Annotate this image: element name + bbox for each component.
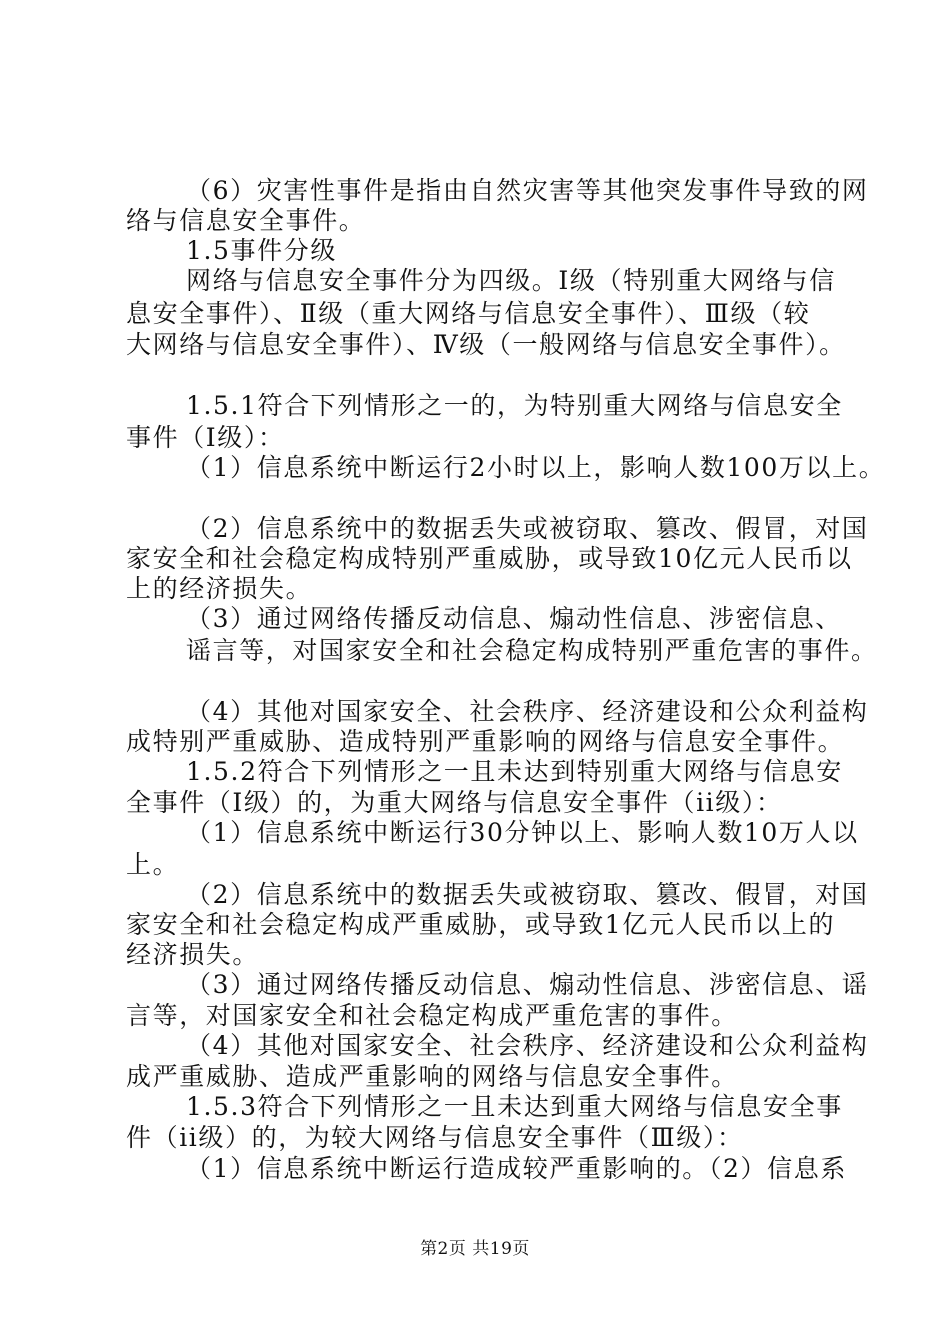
text-line-1: （6）灾害性事件是指由自然灾害等其他突发事件导致的网 <box>186 176 869 205</box>
text-line-26: （4）其他对国家安全、社会秩序、经济建设和公众利益构 <box>186 1031 869 1060</box>
text-line-19: （1）信息系统中断运行30分钟以上、影响人数10万人以 <box>186 818 859 847</box>
text-line-4: 网络与信息安全事件分为四级。Ⅰ级（特别重大网络与信 <box>186 266 836 295</box>
text-line-14: 谣言等，对国家安全和社会稳定构成特别严重危害的事件。 <box>186 636 878 665</box>
text-line-15: （4）其他对国家安全、社会秩序、经济建设和公众利益构 <box>186 697 869 726</box>
section-heading-1-5-2: 1.5.2符合下列情形之一且未达到特别重大网络与信息安 <box>186 757 843 786</box>
text-line-12: 上的经济损失。 <box>126 574 313 603</box>
text-line-16: 成特别严重威胁、造成特别严重影响的网络与信息安全事件。 <box>126 727 845 756</box>
text-line-2: 络与信息安全事件。 <box>126 206 366 235</box>
section-heading-1-5-1: 1.5.1符合下列情形之一的，为特别重大网络与信息安全 <box>186 391 843 420</box>
text-line-21: （2）信息系统中的数据丢失或被窃取、篡改、假冒，对国 <box>186 880 869 909</box>
text-line-8: 事件（Ⅰ级）： <box>126 423 285 452</box>
text-line-11: 家安全和社会稳定构成特别严重威胁，或导致10亿元人民币以 <box>126 544 853 573</box>
text-line-24: （3）通过网络传播反动信息、煽动性信息、涉密信息、谣 <box>186 970 869 999</box>
text-line-23: 经济损失。 <box>126 940 260 969</box>
text-line-6: 大网络与信息安全事件）、Ⅳ级（一般网络与信息安全事件）。 <box>126 330 846 359</box>
text-line-20: 上。 <box>126 850 180 879</box>
text-line-30: （1）信息系统中断运行造成较严重影响的。（2）信息系 <box>186 1154 847 1183</box>
page-number-footer: 第2页 共19页 <box>420 1239 530 1259</box>
text-line-27: 成严重威胁、造成严重影响的网络与信息安全事件。 <box>126 1062 738 1091</box>
text-line-18: 全事件（Ⅰ级）的，为重大网络与信息安全事件（ii级）： <box>126 788 783 817</box>
text-line-5: 息安全事件）、Ⅱ级（重大网络与信息安全事件）、Ⅲ级（较 <box>126 299 811 328</box>
text-line-9: （1）信息系统中断运行2小时以上，影响人数100万以上。 <box>186 453 886 482</box>
section-heading-1-5-3: 1.5.3符合下列情形之一且未达到重大网络与信息安全事 <box>186 1092 843 1121</box>
text-line-10: （2）信息系统中的数据丢失或被窃取、篡改、假冒，对国 <box>186 514 869 543</box>
section-heading-1-5: 1.5事件分级 <box>186 236 337 265</box>
text-line-25: 言等，对国家安全和社会稳定构成严重危害的事件。 <box>126 1001 738 1030</box>
text-line-29: 件（ii级）的，为较大网络与信息安全事件（Ⅲ级）： <box>126 1123 744 1152</box>
text-line-22: 家安全和社会稳定构成严重威胁，或导致1亿元人民币以上的 <box>126 910 836 939</box>
text-line-13: （3）通过网络传播反动信息、煽动性信息、涉密信息、 <box>186 604 842 633</box>
